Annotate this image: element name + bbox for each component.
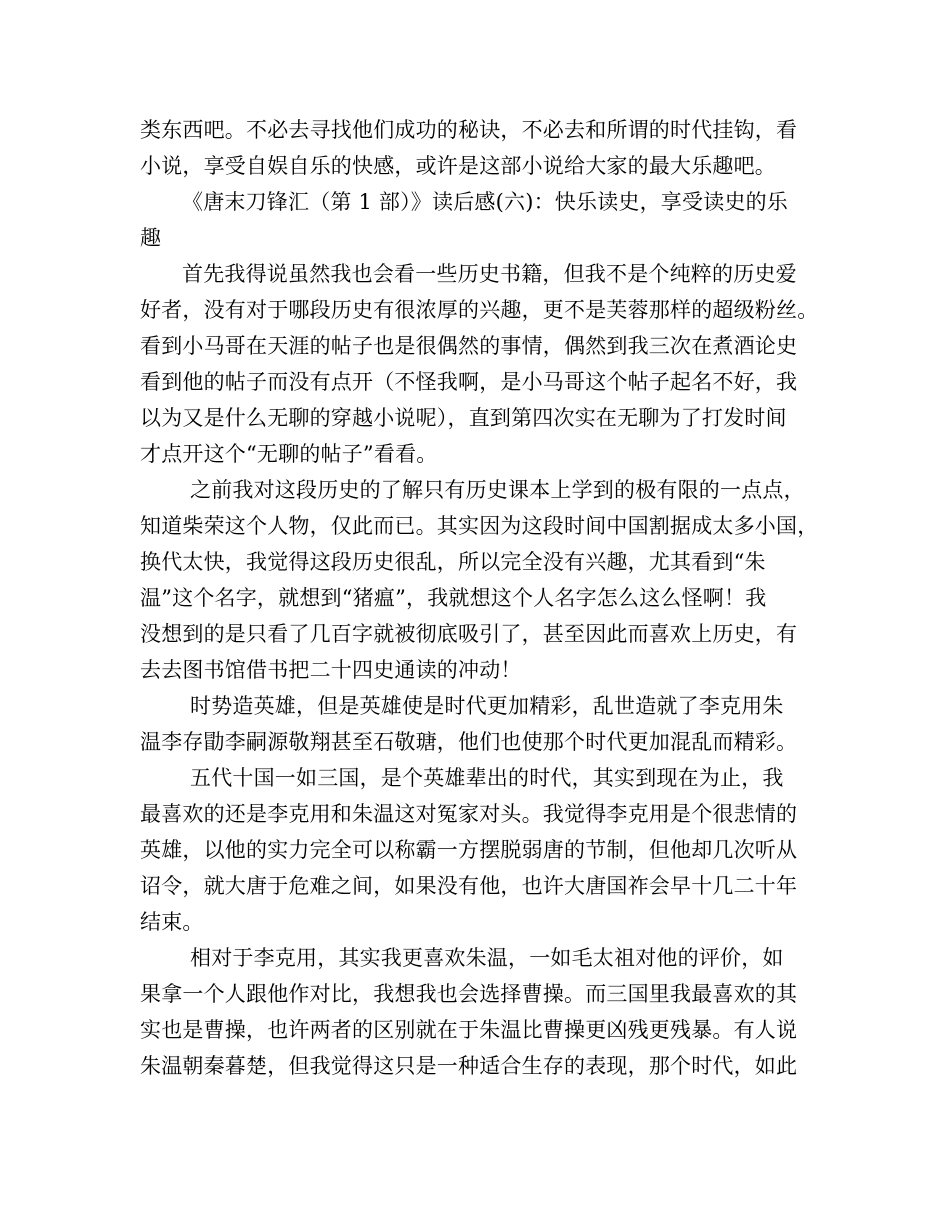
text-line: 结束。	[140, 910, 204, 934]
text-line: 去去图书馆借书把二十四史通读的冲动！	[140, 658, 522, 682]
text-line: 首先我得说虽然我也会看一些历史书籍，但我不是个纯粹的历史爱	[182, 262, 797, 286]
text-line: 相对于李克用，其实我更喜欢朱温，一如毛太祖对他的评价，如	[190, 946, 784, 970]
text-line: 以为又是什么无聊的穿越小说呢），直到第四次实在无聊为了打发时间	[140, 406, 787, 430]
text-line: 温李存勖李嗣源敬翔甚至石敬瑭，他们也使那个时代更加混乱而精彩。	[140, 730, 798, 754]
text-line: 趣	[140, 226, 162, 250]
text-line: 才点开这个“无聊的帖子”看看。	[140, 442, 438, 466]
text-line: 好者，没有对于哪段历史有很浓厚的兴趣，更不是芙蓉那样的超级粉丝。	[140, 298, 819, 322]
text-line: 英雄，以他的实力完全可以称霸一方摆脱弱唐的节制，但他却几次听从	[140, 838, 798, 862]
text-line: 朱温朝秦暮楚，但我觉得这只是一种适合生存的表现，那个时代，如此	[140, 1054, 798, 1078]
text-line: 温”这个名字，就想到“猪瘟”，我就想这个人名字怎么这么怪啊！我	[140, 586, 767, 610]
text-line: 知道柴荣这个人物，仅此而已。其实因为这段时间中国割据成太多小国，	[140, 514, 819, 538]
text-line: 时势造英雄，但是英雄使是时代更加精彩，乱世造就了李克用朱	[190, 694, 784, 718]
text-line: 看到他的帖子而没有点开（不怪我啊，是小马哥这个帖子起名不好，我	[140, 370, 798, 394]
text-line: 没想到的是只看了几百字就被彻底吸引了，甚至因此而喜欢上历史，有	[140, 622, 798, 646]
text-line: 最喜欢的还是李克用和朱温这对冤家对头。我觉得李克用是个很悲情的	[140, 802, 798, 826]
text-line: 小说，享受自娱自乐的快感，或许是这部小说给大家的最大乐趣吧。	[140, 154, 776, 178]
text-line: 《唐末刀锋汇（第 1 部）》读后感(六)：快乐读史，享受读史的乐	[182, 190, 788, 214]
text-line: 五代十国一如三国，是个英雄辈出的时代，其实到现在为止，我	[190, 766, 784, 790]
text-line: 诏令，就大唐于危难之间，如果没有他，也许大唐国祚会早十几二十年	[140, 874, 798, 898]
text-line: 实也是曹操，也许两者的区别就在于朱温比曹操更凶残更残暴。有人说	[140, 1018, 798, 1042]
text-line: 果拿一个人跟他作对比，我想我也会选择曹操。而三国里我最喜欢的其	[140, 982, 798, 1006]
text-line: 之前我对这段历史的了解只有历史课本上学到的极有限的一点点，	[190, 478, 805, 502]
text-line: 类东西吧。不必去寻找他们成功的秘诀，不必去和所谓的时代挂钩，看	[140, 118, 798, 142]
text-line: 看到小马哥在天涯的帖子也是很偶然的事情，偶然到我三次在煮酒论史	[140, 334, 798, 358]
text-line: 换代太快，我觉得这段历史很乱，所以完全没有兴趣，尤其看到“朱	[140, 550, 766, 574]
